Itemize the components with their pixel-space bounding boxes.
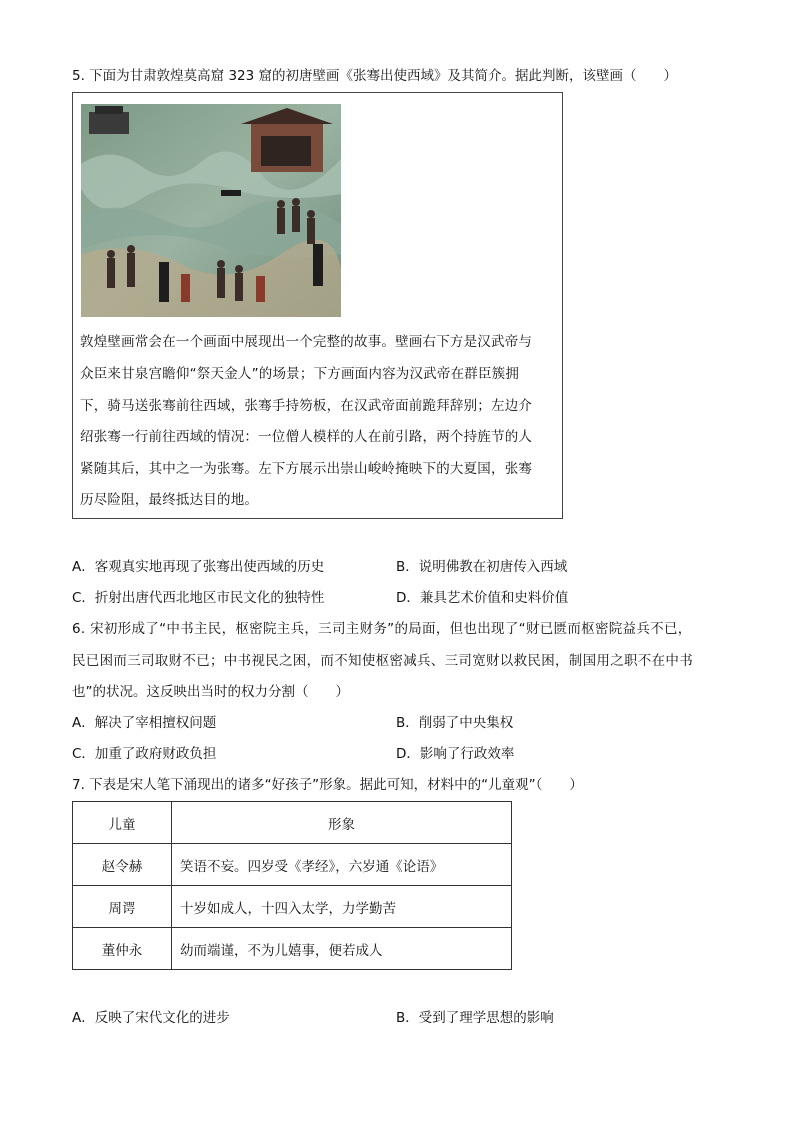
table-cell-image: 笑语不妄。四岁受《孝经》，六岁通《论语》 [172, 844, 512, 886]
q5-intro-line-5: 紧随其后，其中之一为张骞。左下方展示出崇山峻岭掩映下的大夏国，张骞 [80, 461, 533, 477]
table-header-child: 儿童 [73, 802, 172, 844]
table-row [73, 928, 512, 970]
q7-option-a[interactable]: A．反映了宋代文化的进步 [72, 1010, 230, 1026]
q5-option-a[interactable]: A．客观真实地再现了张骞出使西域的历史 [72, 559, 325, 575]
q5-intro-line-6: 历尽险阻，最终抵达目的地。 [80, 492, 259, 508]
q5-option-d[interactable]: D．兼具艺术价值和史料价值 [396, 590, 569, 606]
table-cell-name: 赵令赫 [73, 844, 172, 886]
q5-intro-line-3: 下，骑马送张骞前往西域，张骞手持笏板，在汉武帝面前跪拜辞别；左边介 [80, 398, 533, 414]
table-cell-image: 十岁如成人，十四入太学，力学勤苦 [172, 886, 512, 928]
table-header-image: 形象 [172, 802, 512, 844]
table-cell-name: 董仲永 [73, 928, 172, 970]
q6-stem-line-2: 民已困而三司取财不已；中书视民之困，而不知使枢密减兵、三司宽财以救民困，制国用之职不在中书 [72, 653, 693, 669]
table-cell-name: 周谔 [73, 886, 172, 928]
q5-intro-line-2: 众臣来甘泉宫瞻仰“祭天金人”的场景；下方画面内容为汉武帝在群臣簇拥 [80, 366, 520, 382]
q6-option-c[interactable]: C．加重了政府财政负担 [72, 746, 217, 762]
q5-intro-line-1: 敦煌壁画常会在一个画面中展现出一个完整的故事。壁画右下方是汉武帝与 [80, 334, 533, 350]
q5-stem: 5. 下面为甘肃敦煌莫高窟 323 窟的初唐壁画《张骞出使西域》及其简介。据此判断，该壁画（ ） [72, 68, 678, 84]
q6-option-d[interactable]: D．影响了行政效率 [396, 746, 515, 762]
mural-image [81, 104, 341, 317]
table-cell-image: 幼而端谨，不为儿嬉事，便若成人 [172, 928, 512, 970]
table-row [73, 844, 512, 886]
q7-stem: 7. 下表是宋人笔下涌现出的诸多“好孩子”形象。据此可知，材料中的“儿童观”（ ） [72, 777, 583, 793]
q5-intro-line-4: 绍张骞一行前往西域的情况：一位僧人模样的人在前引路，两个持旌节的人 [80, 429, 533, 445]
table-row [73, 886, 512, 928]
q6-stem-line-3: 也”的状况。这反映出当时的权力分割（ ） [72, 684, 349, 700]
table-header-row [73, 802, 512, 844]
q7-option-b[interactable]: B．受到了理学思想的影响 [396, 1010, 554, 1026]
q6-option-a[interactable]: A．解决了宰相擅权问题 [72, 715, 217, 731]
q6-stem-line-1: 6. 宋初形成了“中书主民，枢密院主兵，三司主财务”的局面，但也出现了“财已匮而枢密院益兵不已， [72, 621, 692, 637]
q5-option-c[interactable]: C．折射出唐代西北地区市民文化的独特性 [72, 590, 325, 606]
q7-table [72, 801, 512, 970]
q6-option-b[interactable]: B．削弱了中央集权 [396, 715, 514, 731]
q5-option-b[interactable]: B．说明佛教在初唐传入西域 [396, 559, 568, 575]
